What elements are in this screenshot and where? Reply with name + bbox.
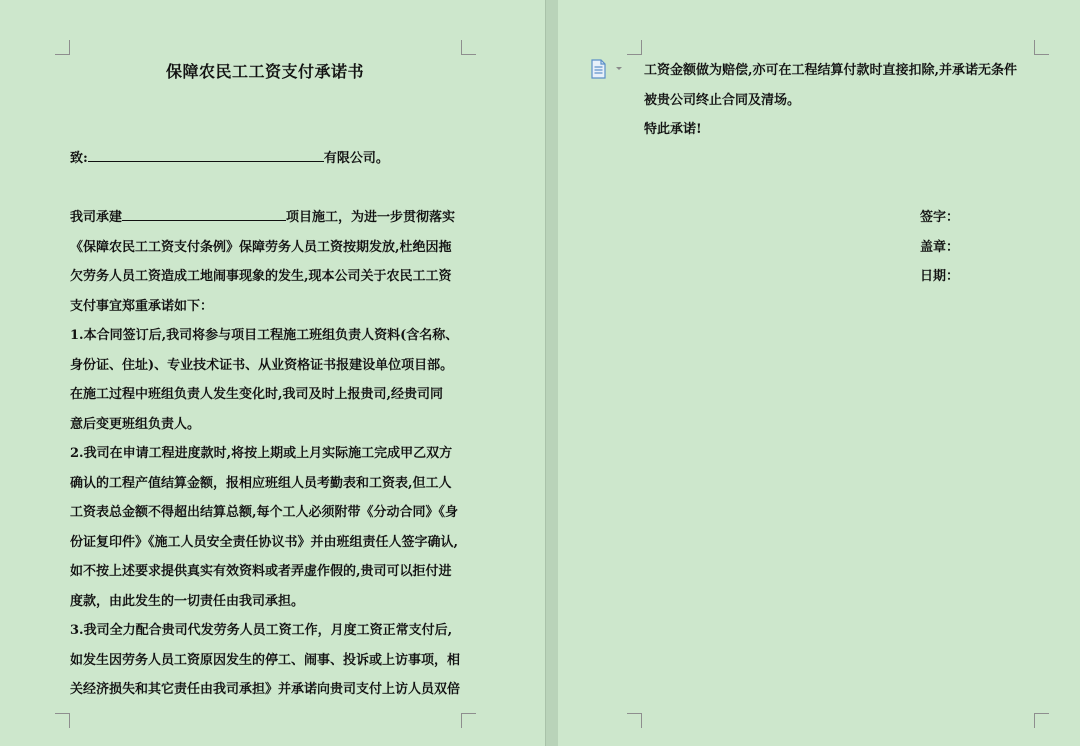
item1-line: 身份证、住址)、专业技术证书、从业资格证书报建设单位项目部。: [70, 357, 454, 373]
item1-line: 意后变更班组负责人。: [70, 416, 201, 432]
item2-line: 如不按上述要求提供真实有效资料或者弄虚作假的,贵司可以拒付进: [70, 564, 452, 579]
item3-line: 3.我司全力配合贵司代发劳务人员工资工作，月度工资正常支付后,: [70, 623, 453, 638]
intro-prefix: 我司承建: [70, 210, 123, 225]
item1-line: 1.本合同签订后,我司将参与项目工程施工班组负责人资料(含名称、: [70, 328, 459, 343]
margin-mark-top-left: [55, 40, 70, 55]
continued-paragraph: [644, 56, 1044, 145]
intro-line: 《保障农民工工资支付条例》保障劳务人员工资按期发放,杜绝因拖: [70, 239, 452, 255]
project-blank[interactable]: [122, 208, 286, 221]
addressee-line: [70, 147, 389, 166]
addressee-suffix: 有限公司。: [323, 151, 389, 166]
item2-line: 度款，由此发生的一切责任由我司承担。: [70, 593, 305, 609]
continued-line: 工资金额做为赔偿,亦可在工程结算付款时直接扣除,并承诺无条件: [644, 63, 1018, 78]
document-icon: [590, 59, 624, 79]
margin-mark-bottom-left: [55, 713, 70, 728]
item2-line: 工资表总金额不得超出结算总额,每个工人必须附带《分动合同》《身: [70, 505, 459, 520]
body-paragraphs: [70, 203, 464, 705]
intro-line1-suffix: 项目施工，为进一步贯彻落实: [286, 210, 456, 225]
intro-line-1: [70, 203, 464, 233]
addressee-prefix: 致:: [70, 151, 88, 166]
item3-line: 如发生因劳务人员工资原因发生的停工、闹事、投诉或上访事项，相: [70, 652, 461, 668]
addressee-blank[interactable]: [88, 149, 324, 162]
page-gutter: [545, 0, 558, 746]
margin-mark-bottom-left: [627, 713, 642, 728]
paragraph-options-button[interactable]: [590, 59, 624, 79]
intro-line: 欠劳务人员工资造成工地闹事现象的发生,现本公司关于农民工工资: [70, 269, 452, 284]
seal-label: 盖章：: [920, 239, 960, 255]
margin-mark-bottom-right: [1034, 713, 1049, 728]
signature-block: [920, 203, 959, 292]
chevron-down-icon: [616, 67, 622, 70]
signature-label: 签字：: [920, 210, 960, 225]
item2-line: 份证复印件》《施工人员安全责任协议书》并由班组责任人签字确认,: [70, 534, 459, 550]
date-label: 日期：: [920, 269, 960, 284]
item2-line: 2.我司在申请工程进度款时,将按上期或上月实际施工完成甲乙双方: [70, 446, 453, 461]
margin-mark-top-left: [627, 40, 642, 55]
item3-line: 关经济损失和其它责任由我司承担》并承诺向贵司支付上访人员双倍: [70, 682, 461, 697]
item2-line: 确认的工程产值结算金额，报相应班组人员考勤表和工资表,但工人: [70, 475, 452, 491]
margin-mark-top-right: [1034, 40, 1049, 55]
item1-line: 在施工过程中班组负责人发生变化时,我司及时上报贵司,经贵司同: [70, 387, 444, 402]
document-title: 保障农民工工资支付承诺书: [165, 62, 364, 81]
intro-line: 支付事宜郑重承诺如下：: [70, 298, 214, 314]
continued-line: 被贵公司终止合同及清场。: [644, 92, 801, 108]
margin-mark-bottom-right: [461, 713, 476, 728]
page-gutter-edge: [545, 0, 546, 746]
closing-line: 特此承诺!: [644, 122, 702, 137]
margin-mark-top-right: [461, 40, 476, 55]
